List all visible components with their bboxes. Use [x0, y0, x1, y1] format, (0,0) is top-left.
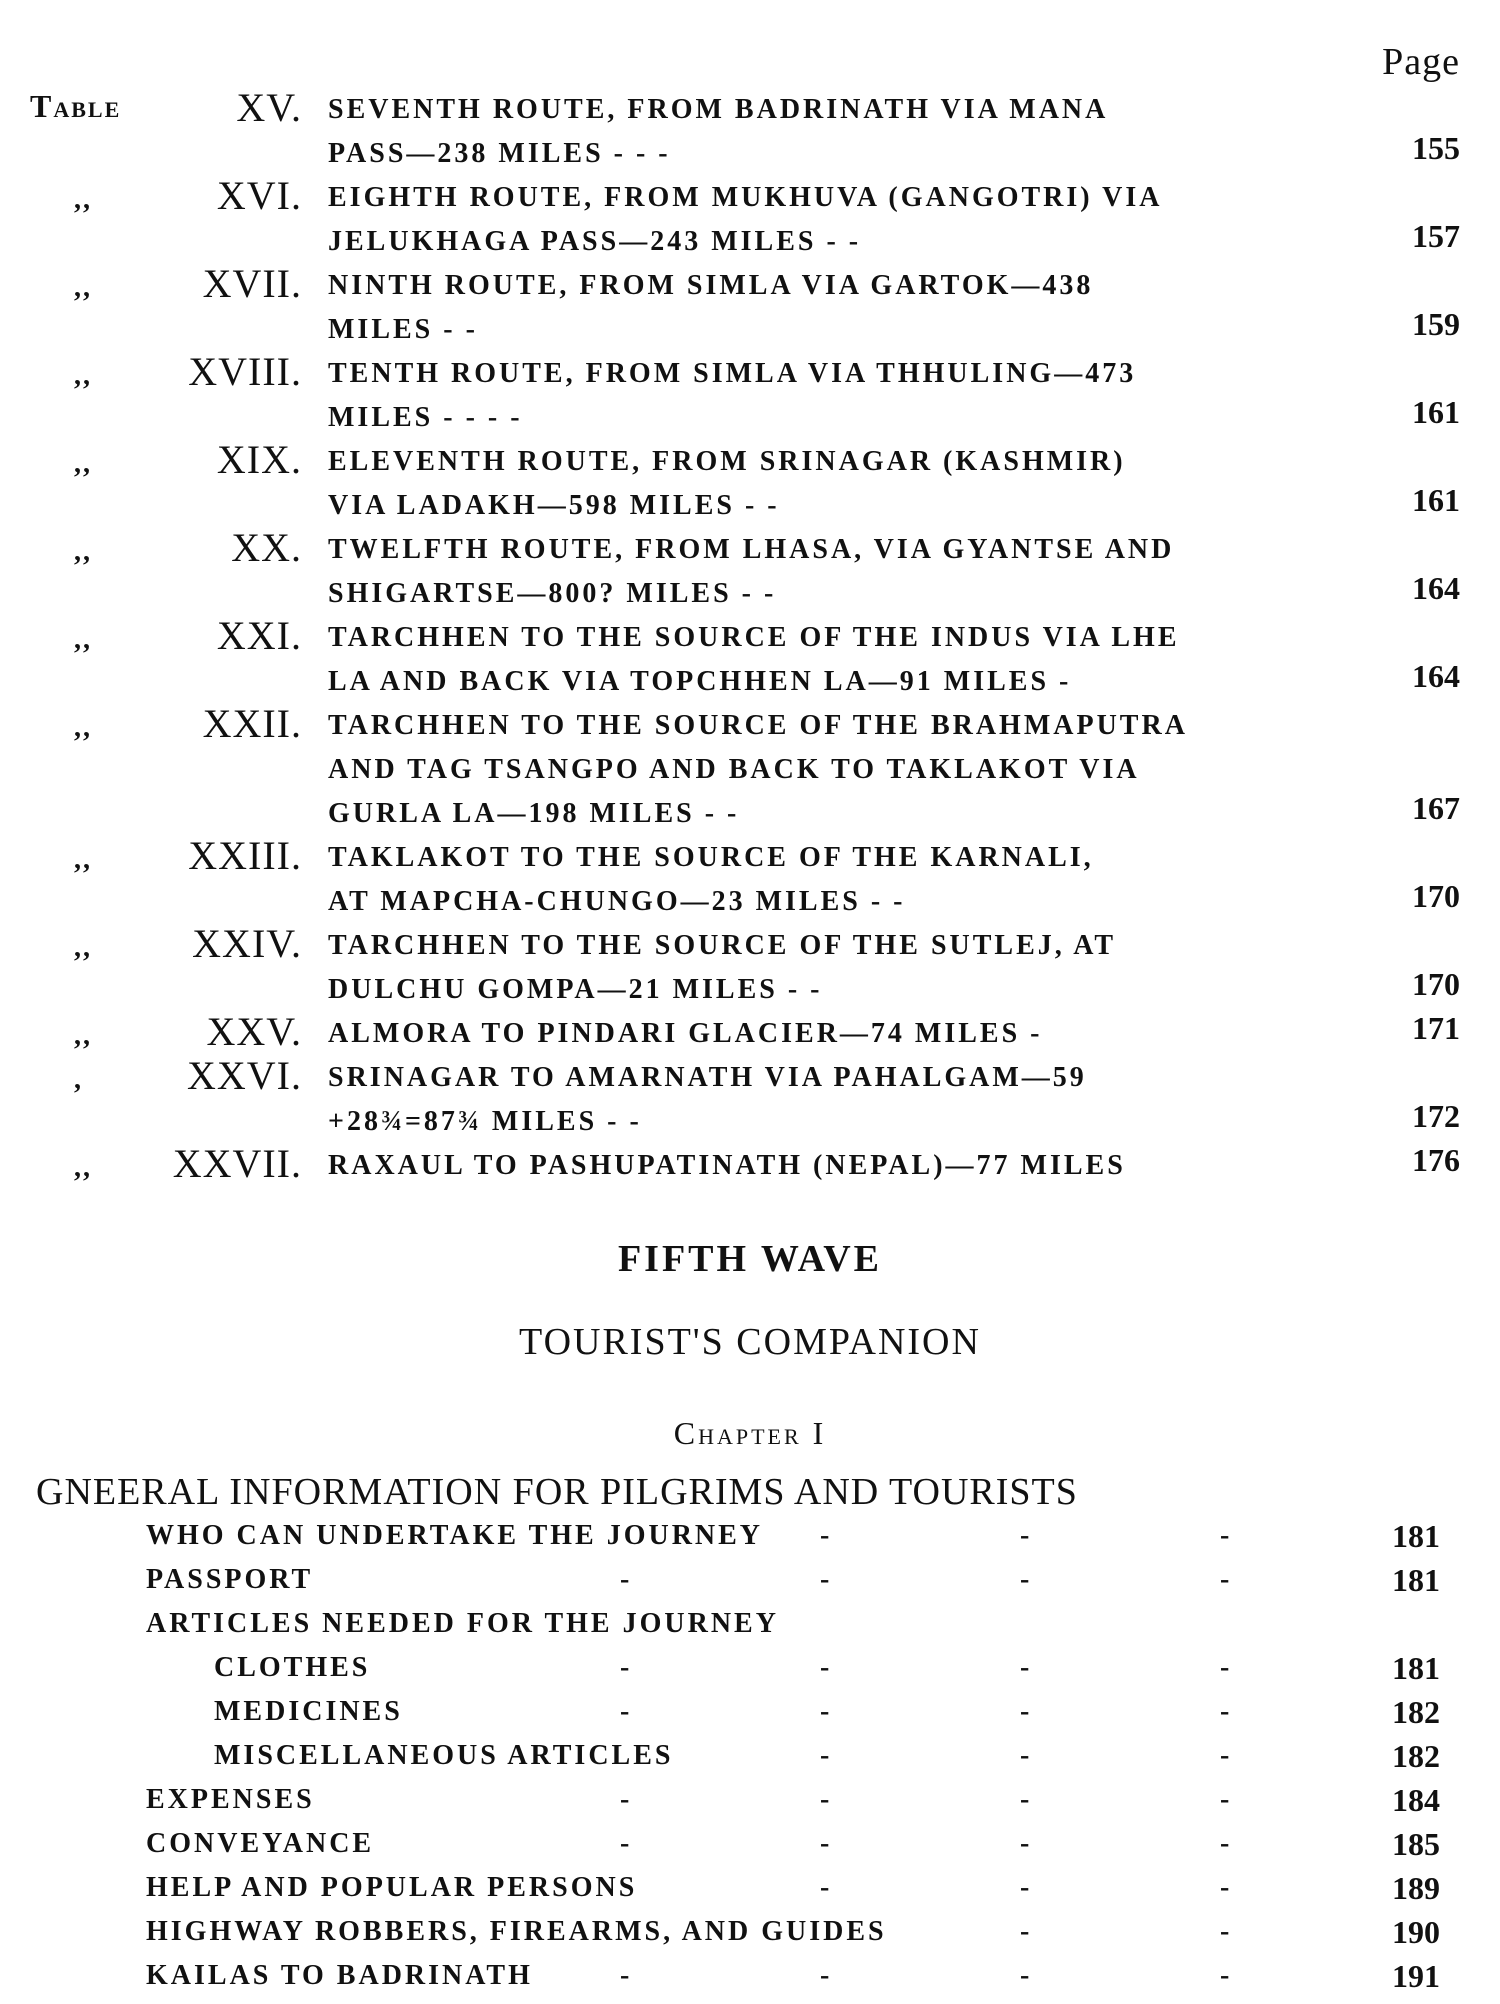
table-numeral: XVI.: [216, 173, 302, 218]
table-numeral: XX.: [231, 525, 302, 570]
table-numeral: XXVII.: [172, 1141, 302, 1186]
chapter-entry: [0, 1916, 1500, 1960]
table-prefix: ,,: [74, 1020, 92, 1051]
leader-dash: -: [820, 1740, 830, 1771]
table-title: TARCHHEN TO THE SOURCE OF THE SUTLEJ, AT DULCHU GOMPA—21 MILES - -: [328, 930, 1117, 1005]
leader-dash: -: [820, 1564, 830, 1595]
leader-dash: -: [1020, 1740, 1030, 1771]
leader-dash: -: [1220, 1828, 1230, 1859]
leader-dash: -: [620, 1960, 630, 1991]
leader-dash: -: [1220, 1872, 1230, 1903]
entry-page-number: 182: [1392, 1738, 1440, 1774]
leader-dash: -: [820, 1784, 830, 1815]
table-row: [0, 437, 1500, 528]
table-prefix: ,,: [74, 448, 92, 479]
table-row: [0, 613, 1500, 704]
leader-dash: -: [820, 1520, 830, 1551]
table-page-number: 167: [1412, 790, 1460, 826]
table-page-number: 172: [1412, 1098, 1460, 1134]
entry-label: ARTICLES NEEDED FOR THE JOURNEY: [146, 1608, 779, 1639]
entry-page-number: 190: [1392, 1914, 1440, 1950]
entry-page-number: 181: [1392, 1518, 1440, 1554]
leader-dash: -: [1020, 1960, 1030, 1991]
entry-page-number: 185: [1392, 1826, 1440, 1862]
section-title: FIFTH WAVE: [617, 1238, 883, 1280]
entry-page-number: 181: [1392, 1562, 1440, 1598]
table-row: [0, 525, 1500, 616]
leader-dash: -: [1020, 1784, 1030, 1815]
table-page-number: 176: [1412, 1142, 1460, 1178]
entry-label: PASSPORT: [146, 1564, 314, 1595]
chapter-entry: [0, 1652, 1500, 1696]
table-prefix: ,,: [74, 360, 92, 391]
table-prefix: ,,: [74, 624, 92, 655]
table-row: [0, 1009, 1500, 1056]
table-page-number: 164: [1412, 570, 1460, 606]
table-numeral: XIX.: [216, 437, 302, 482]
table-row: [0, 1141, 1500, 1188]
table-title: TWELFTH ROUTE, FROM LHASA, VIA GYANTSE AND SHIGARTSE—800? MILES - -: [328, 534, 1175, 609]
table-prefix: ,,: [74, 1152, 92, 1183]
entry-page-number: 191: [1392, 1958, 1440, 1994]
table-numeral: XVII.: [202, 261, 302, 306]
chapter-entry: [0, 1520, 1500, 1564]
table-title: TENTH ROUTE, FROM SIMLA VIA THHULING—473 MILES - - - -: [328, 358, 1137, 433]
chapter-entry: [0, 1740, 1500, 1784]
table-page-number: 161: [1412, 394, 1460, 430]
table-numeral: XV.: [236, 85, 302, 130]
table-numeral: XXV.: [206, 1009, 302, 1054]
section-subtitle: TOURIST'S COMPANION: [519, 1321, 981, 1363]
entry-label: EXPENSES: [146, 1784, 315, 1815]
table-row: [0, 85, 1500, 176]
table-prefix: ,,: [74, 932, 92, 963]
leader-dash: -: [1220, 1520, 1230, 1551]
table-numeral: XXI.: [216, 613, 302, 658]
leader-dash: -: [820, 1696, 830, 1727]
table-page-number: 164: [1412, 658, 1460, 694]
table-title: TARCHHEN TO THE SOURCE OF THE INDUS VIA LHE LA AND BACK VIA TOPCHHEN LA—91 MILES -: [328, 622, 1180, 697]
table-prefix: ,: [74, 1064, 83, 1095]
entry-label: MEDICINES: [214, 1696, 403, 1727]
entry-label: CLOTHES: [214, 1652, 371, 1683]
table-title: ALMORA TO PINDARI GLACIER—74 MILES -: [328, 1018, 1043, 1049]
table-row: [0, 173, 1500, 264]
table-row: [0, 833, 1500, 924]
chapter-title: GNEERAL INFORMATION FOR PILGRIMS AND TOURISTS: [36, 1471, 1078, 1513]
leader-dash: -: [620, 1828, 630, 1859]
table-numeral: XXVI.: [187, 1053, 302, 1098]
table-row: [0, 921, 1500, 1012]
leader-dash: -: [820, 1960, 830, 1991]
table-title: NINTH ROUTE, FROM SIMLA VIA GARTOK—438 MILES - -: [328, 270, 1094, 345]
leader-dash: -: [1020, 1696, 1030, 1727]
leader-dash: -: [1020, 1916, 1030, 1947]
chapter-entry: [0, 1784, 1500, 1828]
table-row: [0, 701, 1500, 836]
table-prefix: ,,: [74, 712, 92, 743]
entry-page-number: 184: [1392, 1782, 1440, 1818]
leader-dash: -: [820, 1872, 830, 1903]
table-page-number: 170: [1412, 878, 1460, 914]
entry-label: CONVEYANCE: [146, 1828, 375, 1859]
table-title: TAKLAKOT TO THE SOURCE OF THE KARNALI, AT MAPCHA-CHUNGO—23 MILES - -: [328, 842, 1094, 917]
chapter-entry: [0, 1608, 1500, 1652]
table-numeral: XXIII.: [188, 833, 302, 878]
entry-label: HIGHWAY ROBBERS, FIREARMS, AND GUIDES: [146, 1916, 887, 1947]
entry-label: KAILAS TO BADRINATH: [146, 1960, 533, 1991]
leader-dash: -: [620, 1564, 630, 1595]
leader-dash: -: [620, 1696, 630, 1727]
leader-dash: -: [1220, 1696, 1230, 1727]
table-title: SEVENTH ROUTE, FROM BADRINATH VIA MANA PASS—238 MILES - - -: [328, 94, 1109, 169]
page-column-heading: Page: [1382, 41, 1460, 83]
table-title: RAXAUL TO PASHUPATINATH (NEPAL)—77 MILES: [328, 1150, 1126, 1181]
table-prefix: Table: [30, 88, 122, 124]
table-numeral: XXII.: [202, 701, 302, 746]
table-page-number: 171: [1412, 1010, 1460, 1046]
leader-dash: -: [1220, 1740, 1230, 1771]
entry-label: WHO CAN UNDERTAKE THE JOURNEY: [146, 1520, 764, 1551]
leader-dash: -: [820, 1828, 830, 1859]
entry-page-number: 189: [1392, 1870, 1440, 1906]
chapter-entry: [0, 1872, 1500, 1916]
leader-dash: -: [1020, 1564, 1030, 1595]
table-numeral: XXIV.: [192, 921, 302, 966]
table-prefix: ,,: [74, 844, 92, 875]
table-prefix: ,,: [74, 536, 92, 567]
leader-dash: -: [820, 1652, 830, 1683]
leader-dash: -: [1220, 1652, 1230, 1683]
leader-dash: -: [1020, 1652, 1030, 1683]
table-row: [0, 349, 1500, 440]
leader-dash: -: [1020, 1828, 1030, 1859]
table-page-number: 155: [1412, 130, 1460, 166]
table-prefix: ,,: [74, 272, 92, 303]
table-page-number: 159: [1412, 306, 1460, 342]
leader-dash: -: [1020, 1872, 1030, 1903]
entry-page-number: 182: [1392, 1694, 1440, 1730]
leader-dash: -: [1220, 1960, 1230, 1991]
table-row: [0, 261, 1500, 352]
entry-label: HELP AND POPULAR PERSONS: [146, 1872, 638, 1903]
leader-dash: -: [620, 1784, 630, 1815]
chapter-heading: Chapter I: [673, 1415, 827, 1451]
leader-dash: -: [1020, 1520, 1030, 1551]
entry-page-number: 181: [1392, 1650, 1440, 1686]
table-title: ELEVENTH ROUTE, FROM SRINAGAR (KASHMIR) VIA LADAKH—598 MILES - -: [328, 446, 1126, 521]
table-numeral: XVIII.: [188, 349, 302, 394]
table-title: SRINAGAR TO AMARNATH VIA PAHALGAM—59 +28¾=87¾ MILES - -: [328, 1062, 1087, 1137]
table-row: [0, 1053, 1500, 1144]
table-page-number: 170: [1412, 966, 1460, 1002]
chapter-entry: [0, 1696, 1500, 1740]
chapter-entry: [0, 1960, 1500, 2004]
leader-dash: -: [620, 1652, 630, 1683]
table-title: EIGHTH ROUTE, FROM MUKHUVA (GANGOTRI) VIA JELUKHAGA PASS—243 MILES - -: [328, 182, 1163, 257]
table-title: TARCHHEN TO THE SOURCE OF THE BRAHMAPUTRA AND TAG TSANGPO AND BACK TO TAKLAKOT VIA GURLA LA—198 MILES - -: [328, 710, 1188, 829]
leader-dash: -: [1220, 1916, 1230, 1947]
table-prefix: ,,: [74, 184, 92, 215]
leader-dash: -: [1220, 1784, 1230, 1815]
table-page-number: 157: [1412, 218, 1460, 254]
leader-dash: -: [1220, 1564, 1230, 1595]
entry-label: MISCELLANEOUS ARTICLES: [214, 1740, 674, 1771]
chapter-entry: [0, 1564, 1500, 1608]
table-page-number: 161: [1412, 482, 1460, 518]
chapter-entry: [0, 1828, 1500, 1872]
